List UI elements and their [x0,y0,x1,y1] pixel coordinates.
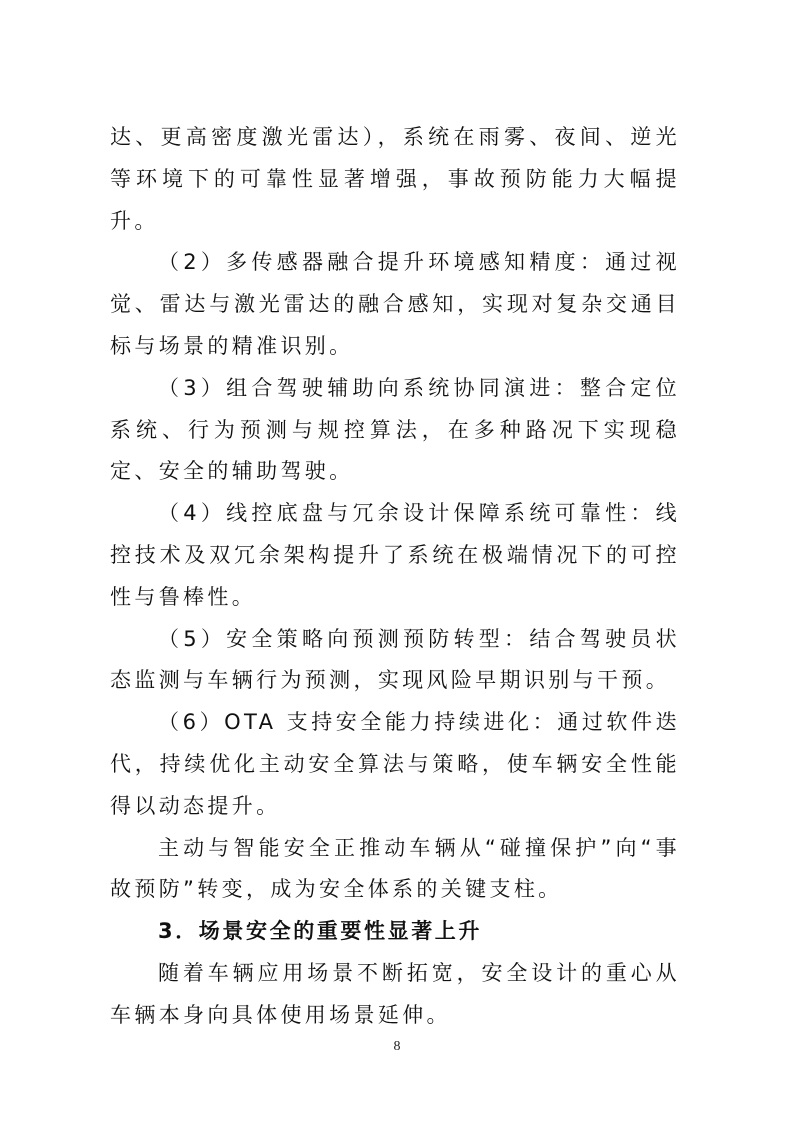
paragraph-lidar-reliability: 达、更高密度激光雷达），系统在雨雾、夜间、逆光等环境下的可靠性显著增强，事故预防能力大幅提升。 [110,125,680,233]
paragraph-assisted-driving: （3）组合驾驶辅助向系统协同演进：整合定位系统、行为预测与规控算法，在多种路况下实现稳定、安全的辅助驾驶。 [110,375,680,484]
paragraph-sensor-fusion: （2）多传感器融合提升环境感知精度：通过视觉、雷达与激光雷达的融合感知，实现对复杂交通目标与场景的精准识别。 [110,250,680,358]
paragraph-drive-by-wire: （4）线控底盘与冗余设计保障系统可靠性：线控技术及双冗余架构提升了系统在极端情况下的可控性与鲁棒性。 [110,501,680,609]
paragraph-scenario-safety: 随着车辆应用场景不断拓宽，安全设计的重心从车辆本身向具体使用场景延伸。 [110,960,680,1027]
paragraph-ota: （6）OTA 支持安全能力持续进化：通过软件迭代，持续优化主动安全算法与策略，使车辆安全性能得以动态提升。 [110,710,680,818]
paragraph-safety-strategy: （5）安全策略向预测预防转型：结合驾驶员状态监测与车辆行为预测，实现风险早期识别与干预。 [110,626,680,693]
paragraph-summary: 主动与智能安全正推动车辆从“碰撞保护”向“事故预防”转变，成为安全体系的关键支柱。 [110,835,680,902]
section-heading: 3．场景安全的重要性显著上升 [158,919,483,944]
page-body [110,117,680,1037]
page-number: 8 [393,1039,401,1054]
